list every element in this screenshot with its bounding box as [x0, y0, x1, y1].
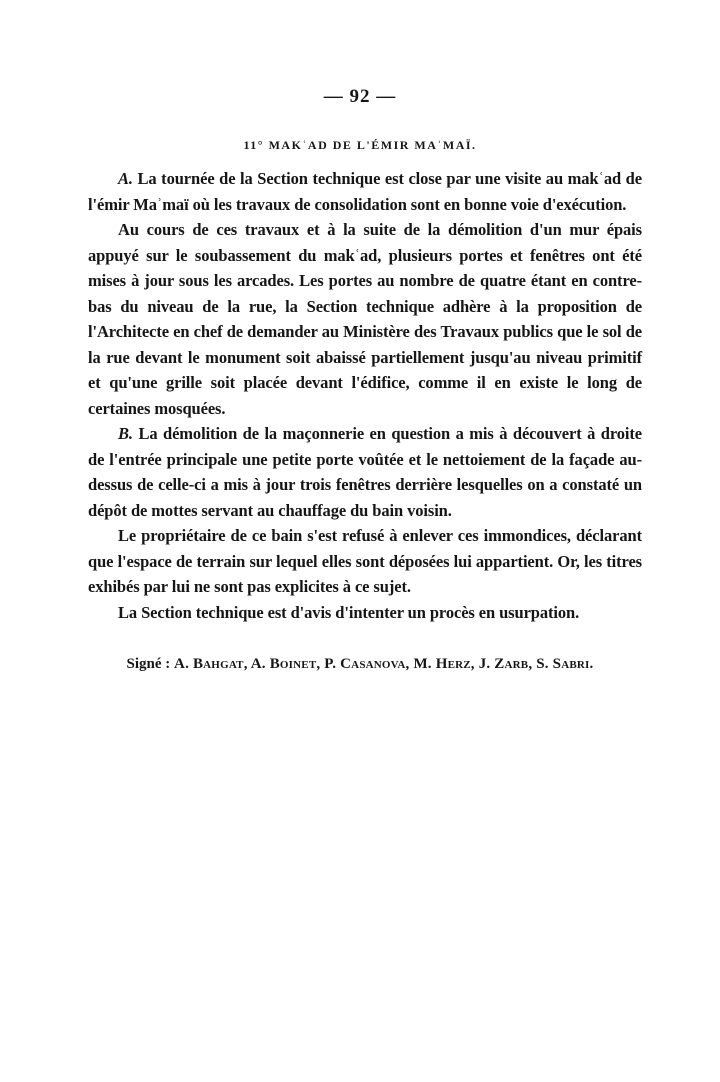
signature-prefix: Signé : [126, 656, 171, 672]
paragraph-text: La tournée de la Section technique est close par une visite au makʿad de l'émir Maʾmaï où les travaux de consolidation sont en bonne voie d'exécution. [88, 169, 642, 214]
paragraph-text: La Section technique est d'avis d'intenter un procès en usurpation. [118, 602, 580, 622]
paragraph-text: La démolition de la maçonnerie en question a mis à découvert à droite de l'entrée principale une petite porte voûtée et le nettoiement de la façade au-dessus de celle-ci a mis à jour trois fenêtres derrière lesquelles on a constaté un dépôt de mottes servant au chauffage du bain voisin. [88, 424, 642, 520]
signature-line [0, 656, 720, 673]
paragraph-conclusion [88, 600, 642, 626]
paragraph-a [88, 166, 642, 217]
paragraph-owner [88, 523, 642, 600]
paragraph-works [88, 217, 642, 421]
paragraph-text: Le propriétaire de ce bain s'est refusé à enlever ces immondices, déclarant que l'espace de terrain sur lequel elles sont déposées lui appartient. Or, les titres exhibés par lui ne sont pas explicites à ce sujet. [88, 526, 642, 596]
paragraph-label: B. [118, 424, 133, 443]
paragraph-text: Au cours de ces travaux et à la suite de la démolition d'un mur épais appuyé sur le soubassement du makʿad, plusieurs portes et fenêtres ont été mises à jour sous les arcades. Les portes au nombre de quatre étant en contre-bas du niveau de la rue, la Section technique adhère à la proposition de l'Architecte en chef de demander au Ministère des Travaux publics que le sol de la rue devant le monument soit abaissé partiellement jusqu'au niveau primitif et qu'une grille soit placée devant l'édifice, comme il en existe le long de certaines mosquées. [88, 220, 642, 418]
section-title: 11° MAKʿAD DE L'ÉMIR MAʾMAÏ. [243, 138, 477, 152]
page-number: — 92 — [323, 86, 397, 107]
paragraph-label: A. [118, 169, 133, 188]
signature-names: A. Bahgat, A. Boinet, P. Casanova, M. Herz, J. Zarb, S. Sabri. [174, 656, 594, 672]
paragraph-b [88, 421, 642, 523]
body-text [88, 166, 642, 625]
